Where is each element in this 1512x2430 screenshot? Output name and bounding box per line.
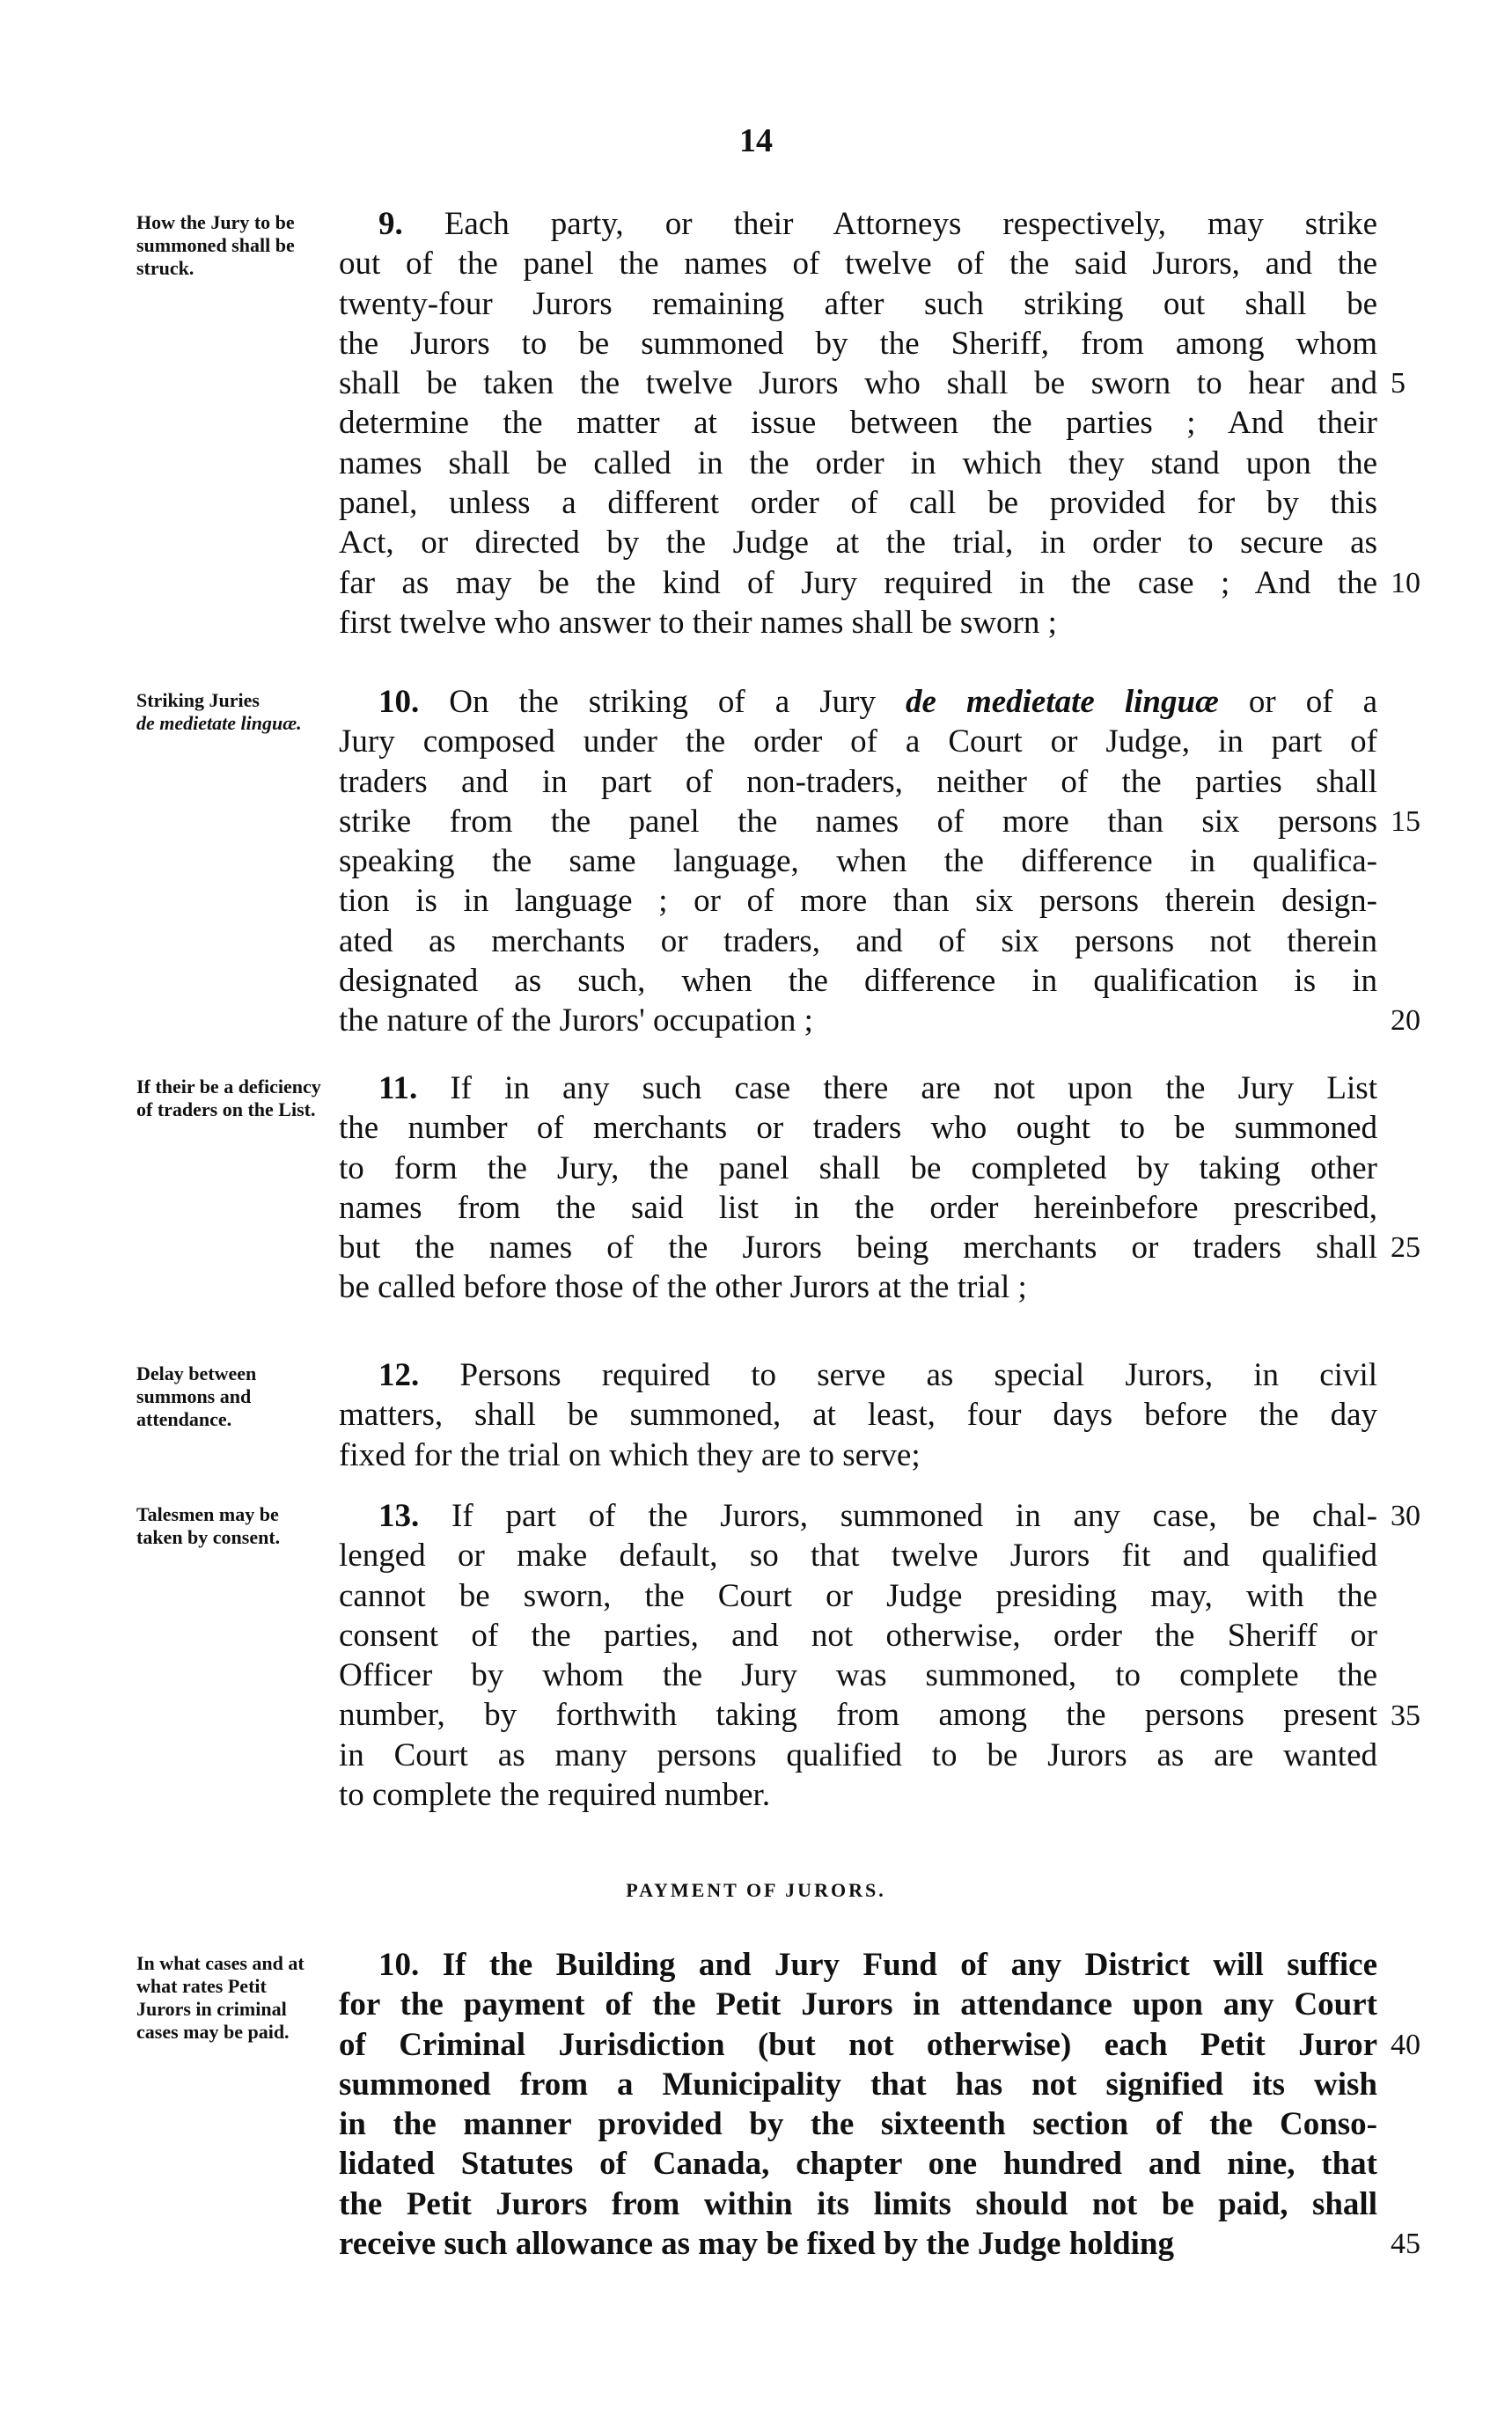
margin-note: How the Jury to be summoned shall be struck. <box>136 211 295 279</box>
line-number: 20 <box>1391 1004 1420 1038</box>
text-line: panel, unless a different order of call be provided for by this <box>339 485 1377 522</box>
text-line: 13. If part of the Jurors, summoned in any case, be chal- <box>378 1498 1378 1534</box>
text-line: tion is in language ; or of more than six persons therein design- <box>339 883 1377 920</box>
text-line: 10. If the Building and Jury Fund of any District will suffice <box>378 1947 1377 1983</box>
margin-note-italic: de medietate linguæ. <box>136 712 302 734</box>
text-line: traders and in part of non-traders, neither of the parties shall <box>339 763 1377 800</box>
text-line: the nature of the Jurors' occupation ; <box>339 1002 813 1039</box>
section-body <box>339 204 1377 642</box>
text-line: Jury composed under the order of a Court or Judge, in part of <box>339 723 1377 760</box>
text-line: number, by forthwith taking from among the persons present <box>339 1697 1377 1734</box>
text-line: Officer by whom the Jury was summoned, to complete the <box>339 1657 1377 1694</box>
text-line: first twelve who answer to their names shall be sworn ; <box>339 604 1057 641</box>
text-line: the Jurors to be summoned by the Sheriff, from among whom <box>339 325 1377 362</box>
text-line: consent of the parties, and not otherwise, order the Sheriff or <box>339 1617 1377 1654</box>
line-number: 30 <box>1391 1500 1420 1532</box>
section-body <box>339 1945 1377 2264</box>
margin-note <box>136 689 326 735</box>
text-line: 10. On the striking of a Jury de medietate linguæ or of a <box>378 684 1377 720</box>
section-number: 12. <box>378 1357 460 1393</box>
text-line: the Petit Jurors from within its limits should not be paid, shall <box>339 2185 1377 2222</box>
text-line: for the payment of the Petit Jurors in attendance upon any Court <box>339 1986 1377 2023</box>
margin-note: Delay between summons and attendance. <box>136 1362 257 1430</box>
line-number: 5 <box>1391 367 1406 400</box>
text-line: in Court as many persons qualified to be Jurors as are wanted <box>339 1736 1377 1773</box>
text-line: lidated Statutes of Canada, chapter one hundred and nine, that <box>339 2146 1377 2183</box>
section-number: 10. <box>378 1947 443 1983</box>
section-body <box>339 1068 1377 1308</box>
text-line: of Criminal Jurisdiction (but not otherwise) each Petit Juror <box>339 2026 1377 2063</box>
section-body <box>339 1355 1377 1475</box>
text-line: far as may be the kind of Jury required in the case ; And the <box>339 564 1377 601</box>
line-number: 35 <box>1391 1699 1420 1732</box>
text-line: lenged or make default, so that twelve Jurors fit and qualified <box>339 1538 1377 1575</box>
text-line: determine the matter at issue between the parties ; And their <box>339 405 1377 442</box>
text-line: in the manner provided by the sixteenth section of the Conso- <box>339 2106 1377 2143</box>
text-line: 11. If in any such case there are not upon the Jury List <box>378 1070 1377 1106</box>
text-line: to form the Jury, the panel shall be completed by taking other <box>339 1149 1377 1186</box>
section-number: 11. <box>378 1070 451 1106</box>
line-number: 10 <box>1391 566 1420 599</box>
text-line: designated as such, when the difference in qualification is in <box>339 963 1377 1000</box>
text-line: receive such allowance as may be fixed by the Judge holding <box>339 2226 1174 2263</box>
line-number: 45 <box>1391 2228 1420 2261</box>
text-line: speaking the same language, when the difference in qualifica- <box>339 843 1377 880</box>
line-number: 25 <box>1391 1231 1420 1265</box>
text-line: names shall be called in the order in which they stand upon the <box>339 444 1377 481</box>
text-line: shall be taken the twelve Jurors who shall be sworn to hear and <box>339 365 1377 402</box>
margin-note-plain: Striking Juries <box>136 689 260 711</box>
text-line: ated as merchants or traders, and of six persons not therein <box>339 922 1377 959</box>
text-line: 12. Persons required to serve as special Jurors, in civil <box>378 1357 1378 1393</box>
text-line: twenty-four Jurors remaining after such striking out shall be <box>339 285 1377 322</box>
text-line: 9. Each party, or their Attorneys respectively, may strike <box>378 206 1378 242</box>
text-line: the number of merchants or traders who ought to be summoned <box>339 1110 1377 1147</box>
text-line: summoned from a Municipality that has not signified its wish <box>339 2066 1377 2103</box>
text-line: but the names of the Jurors being merchants or traders shall <box>339 1230 1377 1266</box>
text-line: fixed for the trial on which they are to serve; <box>339 1436 921 1473</box>
section-number: 13. <box>378 1498 452 1534</box>
text-line: names from the said list in the order hereinbefore prescribed, <box>339 1189 1377 1226</box>
section-body <box>339 1496 1377 1815</box>
line-number: 40 <box>1391 2028 1420 2061</box>
latin-phrase: de medietate linguæ <box>905 684 1219 720</box>
text-line: to complete the required number. <box>339 1777 771 1814</box>
section-heading: PAYMENT OF JURORS. <box>626 1879 886 1901</box>
margin-note: Talesmen may be taken by consent. <box>136 1503 281 1548</box>
text-line: be called before those of the other Jurors at the trial ; <box>339 1269 1027 1306</box>
section-number: 10. <box>378 684 450 720</box>
text-line: matters, shall be summoned, at least, four days before the day <box>339 1397 1377 1434</box>
text-line: out of the panel the names of twelve of the said Jurors, and the <box>339 246 1377 283</box>
line-number: 15 <box>1391 804 1420 838</box>
text-line: strike from the panel the names of more than six persons <box>339 803 1377 840</box>
section-body <box>339 682 1377 1041</box>
margin-note: In what cases and at what rates Petit Jurors in criminal cases may be paid. <box>136 1952 305 2043</box>
text-line: Act, or directed by the Judge at the trial, in order to secure as <box>339 525 1377 562</box>
text-line: cannot be sworn, the Court or Judge presiding may, with the <box>339 1577 1377 1614</box>
section-number: 9. <box>378 206 444 242</box>
margin-note: If their be a deficiency of traders on the List. <box>136 1076 321 1120</box>
page-number: 14 <box>739 122 773 159</box>
